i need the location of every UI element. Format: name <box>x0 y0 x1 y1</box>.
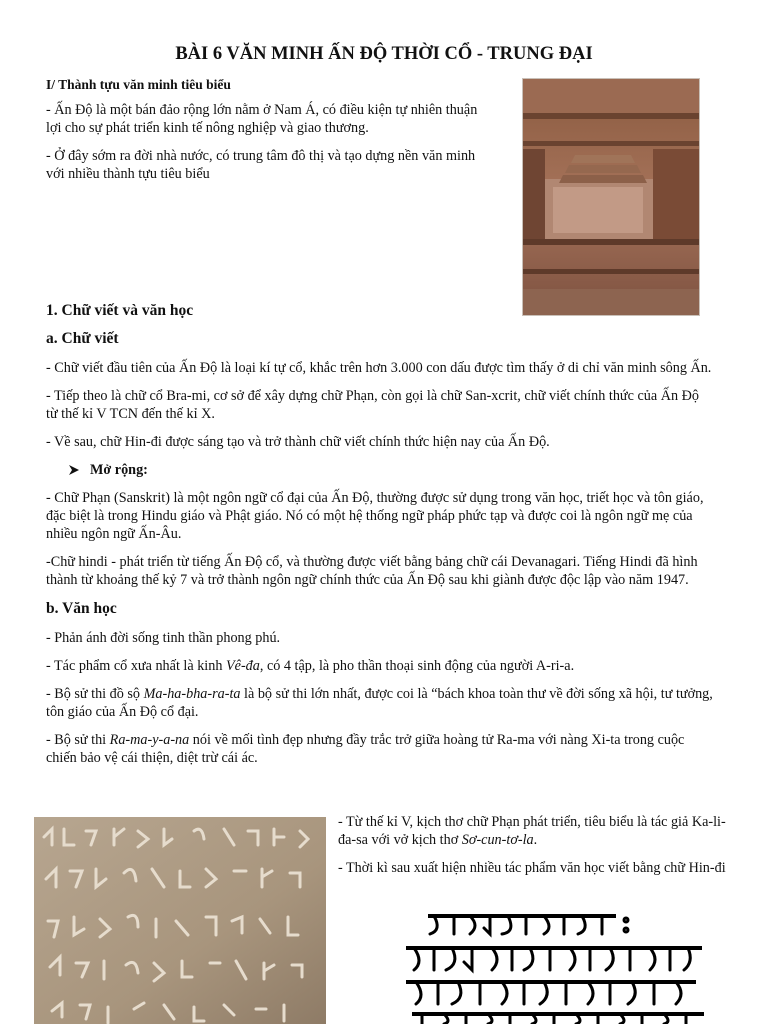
intro-paragraph-1: - Ấn Độ là một bán đảo rộng lớn nằm ở Nam Á, có điều kiện tự nhiên thuận lợi cho sự phát triển kinh tế nông nghiệp và giao thương. <box>46 102 478 136</box>
literature-paragraph-4: - Bộ sử thi Ra-ma-y-a-na nói về mối tình đẹp nhưng đầy trắc trở giữa hoàng tử Ra-ma với nàng Xi-ta trong cuộc chiến bảo vệ cái thiện, diệt trừ cái ác. <box>46 732 685 766</box>
section-1b-heading: b. Văn học <box>46 600 117 617</box>
ruins-photo <box>522 78 700 316</box>
writing-paragraph-3: - Về sau, chữ Hin-đi được sáng tạo và trở thành chữ viết chính thức hiện nay của Ấn Độ. <box>46 434 550 450</box>
literature-paragraph-3: - Bộ sử thi đồ sộ Ma-ha-bha-ra-ta là bộ sử thi lớn nhất, được coi là “bách khoa toàn thư về đời sống xã hội, tư tưởng, tôn giáo của Ấn Độ cổ đại. <box>46 686 713 720</box>
inscription-photo <box>34 817 326 1024</box>
intro-section <box>46 76 486 193</box>
arrow-bullet-icon <box>68 464 80 476</box>
expand-heading <box>68 461 714 479</box>
expand-paragraph-1: - Chữ Phạn (Sanskrit) là một ngôn ngữ cổ đại của Ấn Độ, thường được sử dụng trong văn học, triết học và tôn giáo, đặc biệt là trong Hindu giáo và Phật giáo. Nó có một hệ thống ngữ pháp phức tạp và được coi là ngôn ngữ mẹ của nhiều ngôn ngữ Ấn-Âu. <box>46 490 704 542</box>
writing-paragraph-1: - Chữ viết đầu tiên của Ấn Độ là loại kí tự cổ, khắc trên hơn 3.000 con dấu được tìm thấy ở di chỉ văn minh sông Ấn. <box>46 360 712 376</box>
literature-paragraph-6: - Thời kì sau xuất hiện nhiều tác phẩm văn học viết bằng chữ Hin-đi <box>338 860 726 876</box>
section-1a-heading: a. Chữ viết <box>46 330 119 347</box>
intro-heading: I/ Thành tựu văn minh tiêu biểu <box>46 77 231 92</box>
page-title: BÀI 6 VĂN MINH ẤN ĐỘ THỜI CỔ - TRUNG ĐẠI <box>175 44 593 64</box>
hindi-script-image <box>404 906 704 1024</box>
literature-paragraph-2: - Tác phẩm cổ xưa nhất là kinh Vê-đa, có 4 tập, là pho thần thoại sinh động của người A-ri-a. <box>46 658 575 674</box>
intro-paragraph-2: - Ở đây sớm ra đời nhà nước, có trung tâm đô thị và tạo dựng nền văn minh với nhiều thành tựu tiêu biểu <box>46 148 476 182</box>
writing-paragraph-2: - Tiếp theo là chữ cổ Bra-mi, cơ sở để xây dựng chữ Phạn, còn gọi là chữ San-xcrit, chữ viết chính thức của Ấn Độ từ thế kỉ V TCN đến thế kỉ X. <box>46 388 699 422</box>
section-1-heading: 1. Chữ viết và văn học <box>46 302 194 319</box>
right-column <box>338 813 726 887</box>
main-content <box>46 301 714 777</box>
literature-paragraph-5: - Từ thế kỉ V, kịch thơ chữ Phạn phát triển, tiêu biểu là tác giả Ka-li-đa-sa với vở kịch thơ Sơ-cun-tơ-la. <box>338 814 726 848</box>
expand-paragraph-2: -Chữ hindi - phát triển từ tiếng Ấn Độ cổ, và thường được viết bằng bảng chữ cái Devanagari. Tiếng Hindi đã hình thành từ khoảng thế kỷ 7 và trở thành ngôn ngữ chính thức của Ấn Độ sau khi giành được độc lập vào năm 1947. <box>46 554 698 588</box>
expand-label: Mở rộng: <box>90 462 148 478</box>
literature-paragraph-1: - Phản ánh đời sống tinh thần phong phú. <box>46 630 281 646</box>
